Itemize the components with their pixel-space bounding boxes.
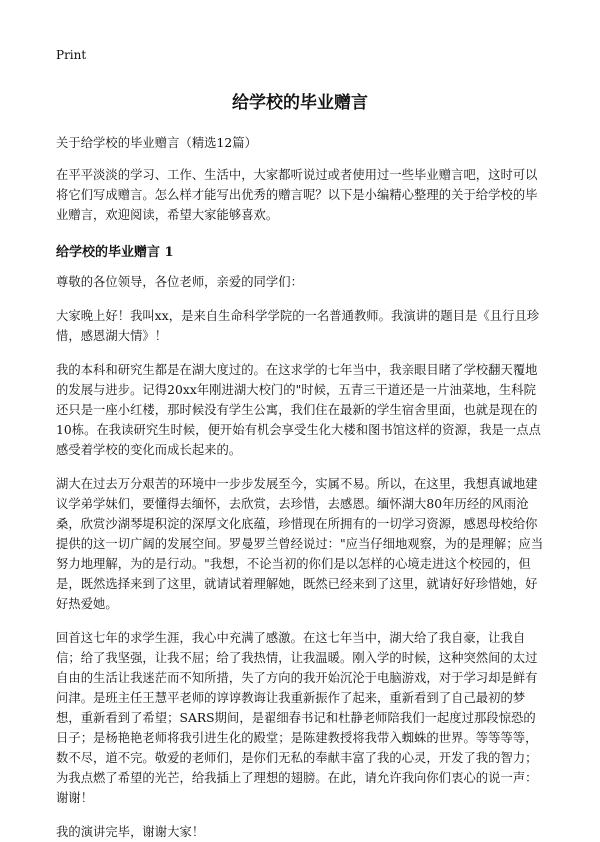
body-paragraph: 大家晚上好！我叫xx，是来自生命科学学院的一名普通教师。我演讲的题目是《且行且珍惜，感恩湖大情》！ <box>56 309 540 343</box>
section-heading: 给学校的毕业赠言 1 <box>56 245 174 260</box>
salutation-paragraph: 尊敬的各位领导，各位老师，亲爱的同学们： <box>56 275 303 289</box>
closing-paragraph: 我的演讲完毕，谢谢大家！ <box>56 825 205 839</box>
body-paragraph: 回首这七年的求学生涯，我心中充满了感激。在这七年当中，湖大给了我自豪，让我自信；给了我坚强，让我不屈；给了我热情，让我温暖。刚入学的时候，这种突然间的太过自由的生活让我迷茫而不知所措，失了方向的我开始沉沦于电脑游戏，对于学习却是鲜有问津。是班主任王慧平老师的谆谆教诲让我重新振作了起来，重新看到了自己最初的梦想，重新看到了希望；SARS期间，是翟细春书记和杜静老师陪我们一起度过那段惊恐的日子；是杨艳艳老师将我引进生化的殿堂；是陈建教授将我带入蜘蛛的世界。等等等等，数不尽，道不完。敬爱的老师们，是你们无私的奉献丰富了我的心灵，开发了我的智力；为我点燃了希望的光芒，给我插上了理想的翅膀。在此，请允许我向你们衷心的说一声：谢谢！ <box>56 631 538 805</box>
document-title: 给学校的毕业赠言 <box>232 93 368 113</box>
document-subtitle: 关于给学校的毕业赠言（精选12篇） <box>56 136 257 150</box>
body-paragraph: 我的本科和研究生都是在湖大度过的。在这求学的七年当中，我亲眼目睹了学校翻天覆地的发展与进步。记得20xx年刚进湖大校门的"时候，五青三干道还是一片油菜地，生科院还只是一座小红楼，那时候没有学生公寓，我们住在最新的学生宿舍里面，也就是现在的10栋。在我读研究生时候，便开始有机会享受生化大楼和图书馆这样的资源，我是一点点感受着学校的变化而成长起来的。 <box>56 363 541 457</box>
body-paragraph: 湖大在过去万分艰苦的环境中一步步发展至今，实属不易。所以，在这里，我想真诚地建议学弟学妹们，要懂得去缅怀，去欣赏，去珍惜，去感恩。缅怀湖大80年历经的风雨沧桑，欣赏沙湖琴堤积淀的深厚文化底蕴，珍惜现在所拥有的一切学习资源，感恩母校给你提供的这一切广阔的发展空间。罗曼罗兰曾经说过："应当仔细地观察，为的是理解；应当努力地理解，为的是行动。"我想，不论当初的你们是以怎样的心境走进这个校园的，但是，既然选择来到了这里，就请试着理解她，既然已经来到了这里，就请好好珍惜她，好好热爱她。 <box>56 477 544 611</box>
intro-paragraph: 在平平淡淡的学习、工作、生活中，大家都听说过或者使用过一些毕业赠言吧，这时可以将它们写成赠言。怎么样才能写出优秀的赠言呢？以下是小编精心整理的关于给学校的毕业赠言，欢迎阅读，希望大家能够喜欢。 <box>56 168 538 222</box>
print-link[interactable]: Print <box>56 48 87 62</box>
